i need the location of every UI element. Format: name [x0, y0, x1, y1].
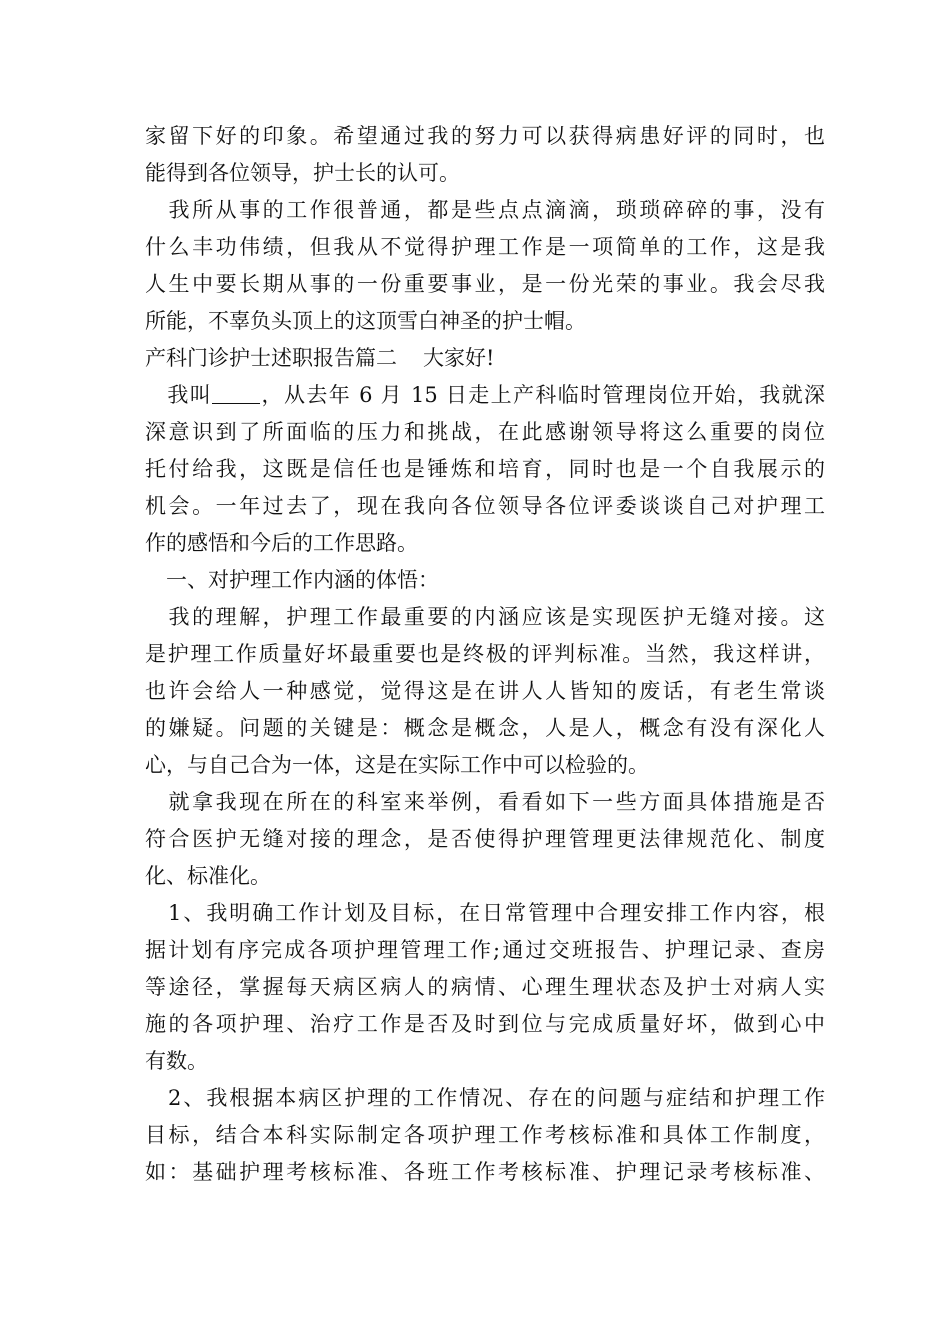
text-line: 所能，不辜负头顶上的这顶雪白神圣的护士帽。 — [145, 309, 586, 333]
text-line: 什么丰功伟绩，但我从不觉得护理工作是一项简单的工作，这是我 — [145, 235, 825, 259]
text-line: 作的感悟和今后的工作思路。 — [145, 531, 418, 555]
text-line: 目标，结合本科实际制定各项护理工作考核标准和具体工作制度， — [145, 1123, 825, 1147]
document-page — [145, 118, 825, 1191]
text-line: 我的理解，护理工作最重要的内涵应该是实现医护无缝对接。这 — [145, 605, 825, 629]
text-line: 我所从事的工作很普通，都是些点点滴滴，琐琐碎碎的事，没有 — [145, 198, 825, 222]
text-span: 我叫 — [145, 383, 213, 407]
text-line: 也许会给人一种感觉，觉得这是在讲人人皆知的废话，有老生常谈 — [145, 679, 825, 703]
section-title: 产科门诊护士述职报告篇二 — [145, 346, 397, 370]
text-line — [145, 377, 825, 414]
text-line: 机会。一年过去了，现在我向各位领导各位评委谈谈自己对护理工 — [145, 494, 825, 518]
greeting-text: 大家好! — [423, 346, 495, 370]
text-line: 化、标准化。 — [145, 864, 271, 888]
text-line: 就拿我现在所在的科室来举例，看看如下一些方面具体措施是否 — [145, 790, 825, 814]
text-line: 能得到各位领导，护士长的认可。 — [145, 161, 460, 185]
text-line: 等途径，掌握每天病区病人的病情、心理生理状态及护士对病人实 — [145, 975, 825, 999]
text-line: 2、我根据本病区护理的工作情况、存在的问题与症结和护理工作 — [145, 1086, 825, 1110]
text-line: 家留下好的印象。希望通过我的努力可以获得病患好评的同时，也 — [145, 124, 825, 148]
text-line: 据计划有序完成各项护理管理工作;通过交班报告、护理记录、查房 — [145, 938, 825, 962]
text-line: 符合医护无缝对接的理念，是否使得护理管理更法律规范化、制度 — [145, 827, 825, 851]
text-line: 托付给我，这既是信任也是锤炼和培育，同时也是一个自我展示的 — [145, 457, 825, 481]
text-line: 的嫌疑。问题的关键是：概念是概念，人是人，概念有没有深化人 — [145, 716, 825, 740]
text-line: 是护理工作质量好坏最重要也是终极的评判标准。当然，我这样讲， — [145, 642, 825, 666]
text-line: 深意识到了所面临的压力和挑战，在此感谢领导将这么重要的岗位 — [145, 420, 825, 444]
text-line: 施的各项护理、治疗工作是否及时到位与完成质量好坏，做到心中 — [145, 1012, 825, 1036]
section-heading — [145, 340, 825, 377]
text-line: 如：基础护理考核标准、各班工作考核标准、护理记录考核标准、 — [145, 1160, 825, 1184]
text-span: ，从去年 6 月 15 日走上产科临时管理岗位开始，我就深 — [260, 383, 825, 407]
text-line: 心，与自己合为一体，这是在实际工作中可以检验的。 — [145, 753, 649, 777]
subheading: 一、对护理工作内涵的体悟： — [145, 568, 439, 592]
fill-in-blank — [212, 381, 260, 404]
text-line: 有数。 — [145, 1049, 208, 1073]
text-line: 1、我明确工作计划及目标，在日常管理中合理安排工作内容，根 — [145, 901, 825, 925]
text-line: 人生中要长期从事的一份重要事业，是一份光荣的事业。我会尽我 — [145, 272, 825, 296]
